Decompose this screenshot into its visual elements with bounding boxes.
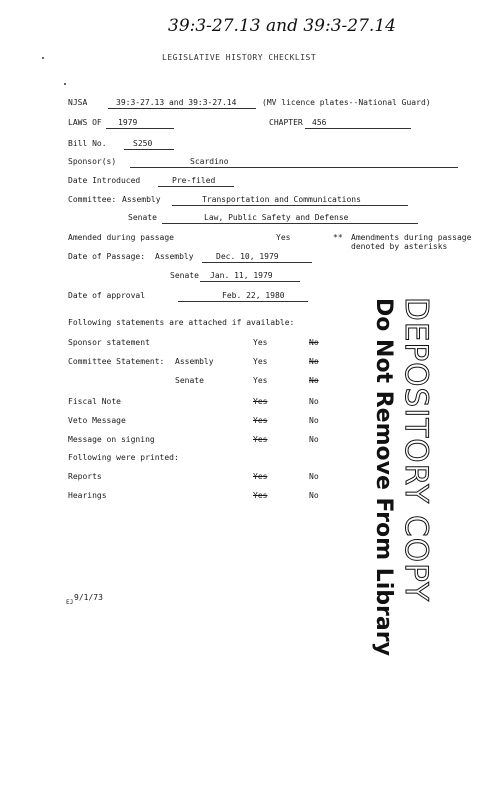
amendments-note-line1: Amendments during passage	[351, 233, 472, 242]
passage-assembly-underline	[202, 262, 312, 263]
message-on-signing-no: No	[309, 435, 319, 444]
fiscal-note-yes: Yes	[253, 397, 268, 406]
passage-assembly-value: Dec. 10, 1979	[216, 252, 279, 261]
committee-statement-assembly-yes: Yes	[253, 357, 268, 366]
bill-underline	[124, 149, 174, 150]
passage-assembly-label: Assembly	[155, 252, 194, 261]
veto-message-label: Veto Message	[68, 416, 126, 425]
amendments-note-line2: denoted by asterisks	[351, 242, 448, 251]
sponsor-value: Scardino	[190, 157, 229, 166]
chapter-value: 456	[312, 118, 327, 127]
veto-message-yes: Yes	[253, 416, 268, 425]
fiscal-note-no: No	[309, 397, 319, 406]
committee-statement-senate-yes: Yes	[253, 376, 268, 385]
committee-senate-underline	[162, 223, 418, 224]
chapter-label: CHAPTER	[269, 118, 303, 127]
veto-message-no: No	[309, 416, 319, 425]
committee-senate-value: Law, Public Safety and Defense	[204, 213, 349, 222]
handwritten-statute-numbers: 39:3-27.13 and 39:3-27.14	[168, 16, 396, 36]
approval-value: Feb. 22, 1980	[222, 291, 285, 300]
date-introduced-value: Pre-filed	[172, 176, 216, 185]
passage-senate-underline	[200, 281, 300, 282]
passage-label: Date of Passage:	[68, 252, 146, 261]
printed-heading: Following were printed:	[68, 453, 179, 462]
message-on-signing-yes: Yes	[253, 435, 268, 444]
passage-senate-label: Senate	[170, 271, 199, 280]
footer-date: 9/1/73	[74, 593, 103, 602]
fiscal-note-label: Fiscal Note	[68, 397, 121, 406]
date-introduced-label: Date Introduced	[68, 176, 141, 185]
njsa-note: (MV licence plates--National Guard)	[262, 98, 431, 107]
scan-speck	[42, 57, 44, 59]
chapter-underline	[305, 128, 411, 129]
depository-copy-stamp: DEPOSITORY COPY	[398, 297, 434, 603]
njsa-value: 39:3-27.13 and 39:3-27.14	[116, 98, 237, 107]
reports-yes: Yes	[253, 472, 268, 481]
sponsor-statement-no: No	[309, 338, 319, 347]
committee-statement-senate-no: No	[309, 376, 319, 385]
document-heading: LEGISLATIVE HISTORY CHECKLIST	[162, 53, 317, 62]
njsa-underline	[108, 108, 256, 109]
laws-of-underline	[106, 128, 174, 129]
sponsor-underline	[130, 167, 458, 168]
committee-assembly-value: Transportation and Communications	[202, 195, 361, 204]
committee-statement-label: Committee Statement:	[68, 357, 165, 366]
reports-no: No	[309, 472, 319, 481]
message-on-signing-label: Message on signing	[68, 435, 155, 444]
committee-statement-assembly: Assembly	[175, 357, 214, 366]
reports-label: Reports	[68, 472, 102, 481]
laws-of-value: 1979	[118, 118, 138, 127]
bill-value: S250	[133, 139, 153, 148]
committee-statement-assembly-no: No	[309, 357, 319, 366]
sponsor-label: Sponsor(s)	[68, 157, 117, 166]
laws-of-label: LAWS OF	[68, 118, 102, 127]
passage-senate-value: Jan. 11, 1979	[210, 271, 273, 280]
approval-underline	[178, 301, 308, 302]
hearings-no: No	[309, 491, 319, 500]
hearings-label: Hearings	[68, 491, 107, 500]
hearings-yes: Yes	[253, 491, 268, 500]
njsa-label: NJSA	[68, 98, 88, 107]
committee-senate-label: Senate	[128, 213, 157, 222]
committee-label: Committee:	[68, 195, 117, 204]
date-introduced-underline	[158, 186, 234, 187]
sponsor-statement-yes: Yes	[253, 338, 268, 347]
amended-value: Yes	[276, 233, 291, 242]
committee-statement-senate: Senate	[175, 376, 204, 385]
attached-statements-heading: Following statements are attached if available:	[68, 318, 295, 327]
scan-speck	[64, 83, 66, 85]
amended-asterisks: **	[333, 233, 343, 242]
footer-initials: EJ	[66, 599, 74, 606]
bill-label: Bill No.	[68, 139, 107, 148]
committee-assembly-underline	[172, 205, 408, 206]
amended-label: Amended during passage	[68, 233, 174, 242]
sponsor-statement-label: Sponsor statement	[68, 338, 150, 347]
committee-assembly-label: Assembly	[122, 195, 161, 204]
approval-label: Date of approval	[68, 291, 146, 300]
do-not-remove-stamp: Do Not Remove From Library	[371, 298, 396, 656]
